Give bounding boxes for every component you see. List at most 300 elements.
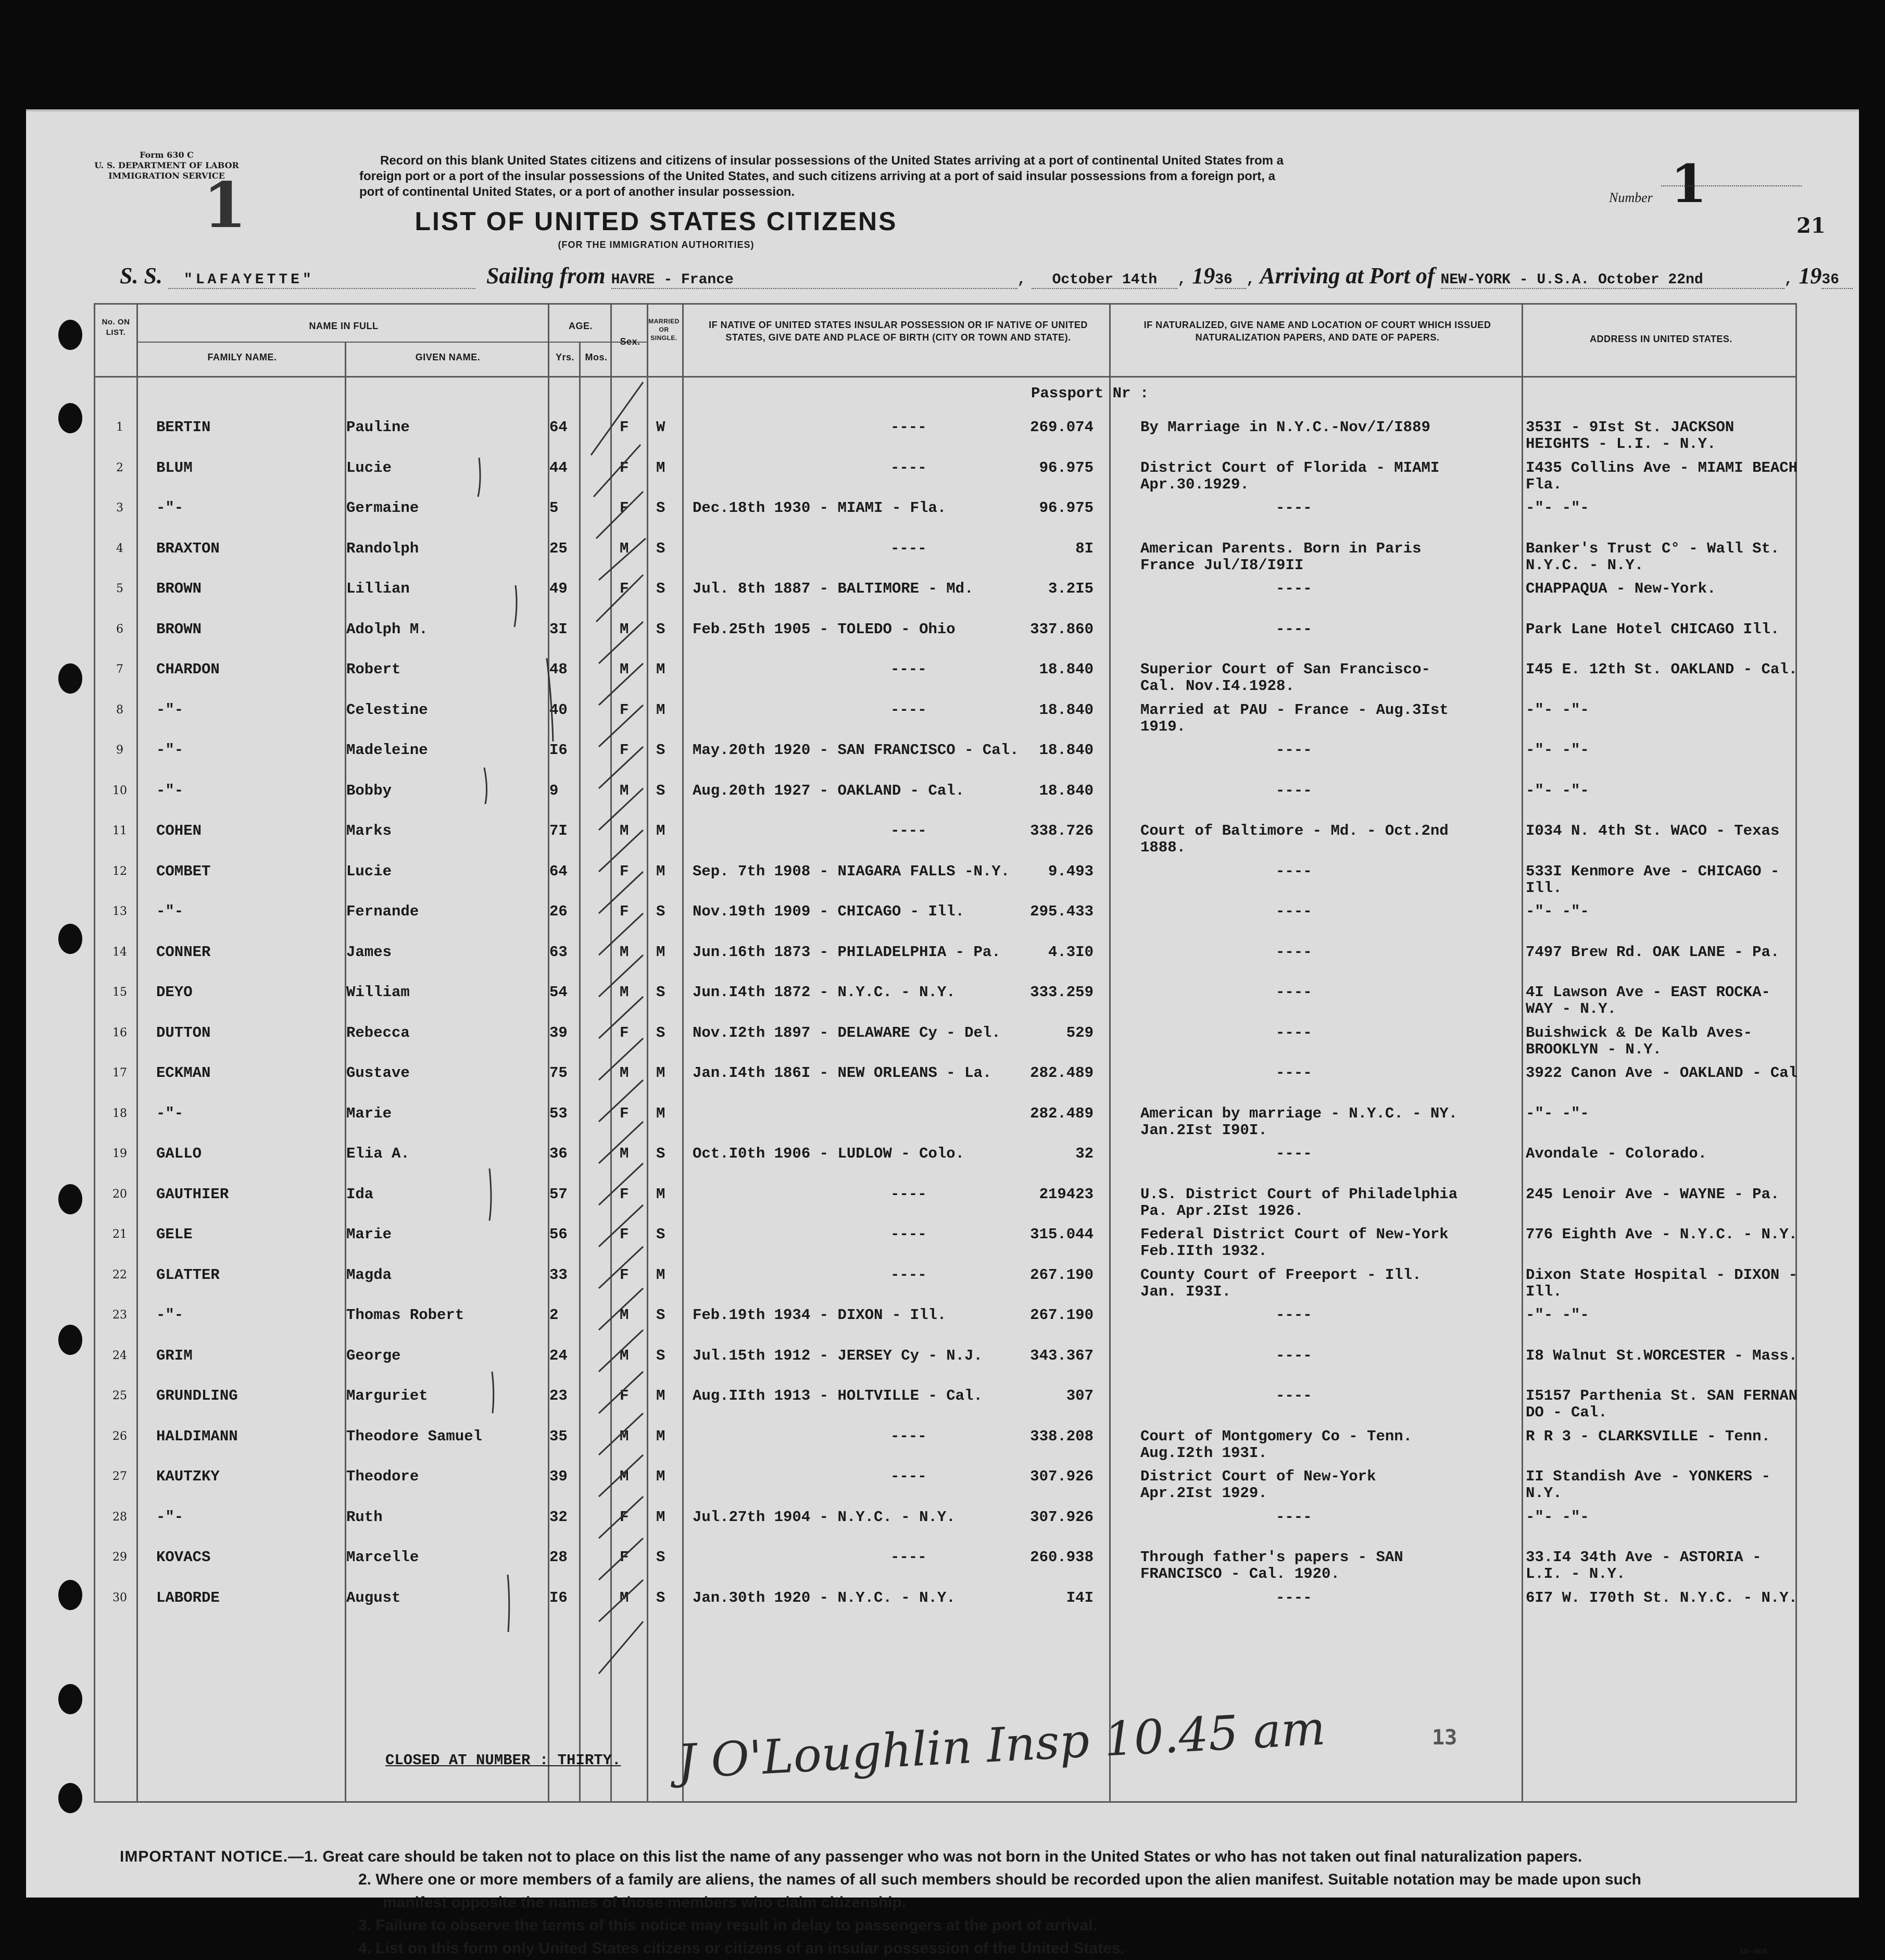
cell-given: Celestine [346,701,428,719]
cell-passport: I4I [1066,1589,1094,1606]
cell-n: 3 [116,501,123,514]
closed-at-number: CLOSED AT NUMBER : THIRTY. [385,1752,621,1769]
cell-addr1: Avondale - Colorado. [1526,1145,1707,1162]
cell-addr1: I8 Walnut St.WORCESTER - Mass. [1526,1347,1798,1364]
notice-item-3: 3. Failure to observe the terms of this notice may result in delay to passengers at the port of arrival. [358,1917,1097,1934]
cell-ms: M [656,1104,665,1122]
cell-ms: S [656,1024,665,1041]
cell-family: GAUTHIER [156,1185,229,1203]
cell-age: 44 [549,459,568,476]
cell-addr1: I5157 Parthenia St. SAN FERNAN [1526,1387,1798,1404]
cell-n: 11 [112,824,127,837]
cell-nat1: ---- [1276,862,1312,880]
cell-family: HALDIMANN [156,1427,238,1445]
cell-nat1: ---- [1276,943,1312,961]
cell-addr2: WAY - N.Y. [1526,1000,1617,1017]
cell-addr1: 7497 Brew Rd. OAK LANE - Pa. [1526,943,1780,961]
cell-birth: ---- [890,459,927,476]
cell-family: BROWN [156,580,202,597]
cell-n: 14 [112,945,127,959]
cell-passport: 18.840 [1039,782,1094,799]
cell-age: 5 [549,499,559,517]
cell-sex: M [620,1347,629,1364]
cell-n: 22 [112,1268,127,1281]
cell-age: 9 [549,782,559,799]
cell-nat1: ---- [1276,1306,1312,1324]
cell-family: -"- [156,1104,184,1122]
cell-given: Bobby [346,782,392,799]
cell-ms: S [656,742,665,759]
cell-nat2: Jan.2Ist I90I. [1140,1121,1267,1139]
cell-nat1: ---- [1276,1589,1312,1606]
cell-passport: 269.074 [1030,419,1094,436]
cell-age: 54 [549,984,568,1001]
cell-sex: F [620,1226,629,1243]
cell-age: 75 [549,1064,568,1082]
cell-addr1: -"- -"- [1526,1104,1589,1122]
footer-code: 14—808 [1739,1947,1767,1955]
cell-age: 25 [549,539,568,557]
number-label: Number [1609,190,1653,205]
cell-n: 16 [112,1026,127,1039]
cell-given: Randolph [346,539,419,557]
cell-nat1: Federal District Court of New-York [1140,1226,1449,1243]
cell-n: 13 [112,905,127,918]
cell-given: Marguriet [346,1387,428,1404]
cell-family: -"- [156,903,184,920]
cell-addr2: N.Y. [1526,1485,1562,1502]
cell-addr1: I034 N. 4th St. WACO - Texas [1526,822,1780,839]
cell-birth: ---- [890,1549,927,1566]
cell-given: Magda [346,1266,392,1284]
cell-passport: 260.938 [1030,1549,1094,1566]
cell-family: DUTTON [156,1024,211,1041]
cell-nat1: By Marriage in N.Y.C.-Nov/I/I889 [1140,419,1430,436]
cell-n: 19 [112,1147,127,1160]
cell-nat1: Court of Baltimore - Md. - Oct.2nd [1140,822,1449,839]
header-naturalized: IF NATURALIZED, GIVE NAME AND LOCATION OF COURT WHICH ISSUED NATURALIZATION PAPERS, AND DATE OF PAPERS. [1143,320,1491,343]
cell-birth: ---- [890,822,927,839]
cell-sex: M [620,1427,629,1445]
cell-sex: M [620,620,629,638]
cell-passport: 343.367 [1030,1347,1094,1364]
cell-birth: ---- [890,419,927,436]
passport-heading: Passport Nr : [1031,385,1149,402]
department-line: U. S. DEPARTMENT OF LABOR [94,160,239,170]
cell-passport: 282.489 [1030,1064,1094,1082]
cell-age: 26 [549,903,568,920]
cell-n: 7 [116,663,123,676]
cell-sex: F [620,1266,629,1284]
cell-family: GLATTER [156,1266,220,1284]
cell-addr1: R R 3 - CLARKSVILLE - Tenn. [1526,1427,1770,1445]
cell-ms: S [656,984,665,1001]
ss-label: S. S. [120,263,162,288]
cell-ms: S [656,580,665,597]
cell-family: BRAXTON [156,539,220,557]
cell-passport: 337.860 [1030,620,1094,638]
cell-n: 1 [116,421,123,434]
cell-n: 8 [116,703,123,717]
cell-passport: 96.975 [1039,459,1094,476]
cell-nat1: Through father's papers - SAN [1140,1549,1403,1566]
cell-ms: M [656,1508,665,1526]
cell-sex: F [620,1185,629,1203]
cell-birth: Aug.20th 1927 - OAKLAND - Cal. [693,782,965,799]
cell-sex: M [620,1306,629,1324]
cell-ms: M [656,701,665,719]
cell-birth: Feb.25th 1905 - TOLEDO - Ohio [693,620,956,638]
cell-birth: Jun.I4th 1872 - N.Y.C. - N.Y. [693,984,956,1001]
cell-sex: F [620,419,629,436]
cell-n: 25 [112,1389,127,1402]
cell-addr2: HEIGHTS - L.I. - N.Y. [1526,435,1716,453]
cell-nat2: FRANCISCO - Cal. 1920. [1140,1565,1340,1582]
cell-ms: M [656,1387,665,1404]
sail-year: 36 [1215,272,1246,289]
cell-sex: M [620,1064,629,1082]
cell-passport: 219423 [1039,1185,1094,1203]
cell-nat2: Aug.I2th 193I. [1140,1444,1267,1462]
cell-birth: ---- [890,1185,927,1203]
cell-passport: 267.190 [1030,1306,1094,1324]
cell-birth: ---- [890,1226,927,1243]
cell-addr1: 776 Eighth Ave - N.Y.C. - N.Y. [1526,1226,1798,1243]
cell-addr2: Ill. [1526,879,1562,897]
cell-addr1: -"- -"- [1526,742,1589,759]
number-value: 1 [1670,153,1707,215]
cell-family: -"- [156,742,184,759]
cell-ms: S [656,539,665,557]
cell-given: Germaine [346,499,419,517]
cell-passport: 338.726 [1030,822,1094,839]
cell-n: 17 [112,1066,127,1079]
cell-age: I6 [549,742,568,759]
cell-family: BLUM [156,459,193,476]
cell-birth: Nov.19th 1909 - CHICAGO - Ill. [693,903,965,920]
cell-n: 23 [112,1309,127,1322]
cell-birth: Feb.19th 1934 - DIXON - Ill. [693,1306,947,1324]
cell-nat1: Court of Montgomery Co - Tenn. [1140,1427,1413,1445]
notice-text-1: Great care should be taken not to place on this list the name of any passenger who was not born in the United States or who has not taken out final naturalization papers. [322,1848,1582,1865]
cell-birth: Jul.15th 1912 - JERSEY Cy - N.J. [693,1347,983,1364]
stamp-number: 13 [1432,1726,1457,1750]
cell-addr1: 533I Kenmore Ave - CHICAGO - [1526,862,1780,880]
cell-sex: M [620,539,629,557]
cell-given: Marie [346,1226,392,1243]
cell-given: August [346,1589,401,1606]
cell-sex: F [620,903,629,920]
cell-addr1: -"- -"- [1526,499,1589,517]
cell-age: 64 [549,862,568,880]
cell-sex: M [620,782,629,799]
cell-n: 21 [112,1228,127,1241]
cell-age: 63 [549,943,568,961]
cell-age: 56 [549,1226,568,1243]
cell-addr1: II Standish Ave - YONKERS - [1526,1468,1770,1485]
cell-nat2: 1919. [1140,718,1186,735]
cell-passport: 307 [1066,1387,1094,1404]
cell-family: -"- [156,1306,184,1324]
cell-passport: 4.3I0 [1048,943,1094,961]
cell-ms: M [656,1064,665,1082]
cell-family: -"- [156,701,184,719]
cell-passport: 18.840 [1039,742,1094,759]
cell-passport: 295.433 [1030,903,1094,920]
cell-sex: F [620,499,629,517]
cell-given: Thomas Robert [346,1306,464,1324]
cell-given: Elia A. [346,1145,410,1162]
cell-family: GRIM [156,1347,193,1364]
cell-given: Marie [346,1104,392,1122]
cell-nat1: ---- [1276,499,1312,517]
cell-addr1: -"- -"- [1526,1508,1589,1526]
cell-sex: F [620,1549,629,1566]
cell-ms: S [656,1549,665,1566]
cell-nat1: American Parents. Born in Paris [1140,539,1422,557]
important-notice [120,1845,1849,1960]
cell-given: Robert [346,661,401,678]
arriving-label: Arriving at Port of [1260,263,1435,288]
cell-nat1: U.S. District Court of Philadelphia [1140,1185,1458,1203]
cell-given: Lucie [346,862,392,880]
cell-nat1: County Court of Freeport - Ill. [1140,1266,1422,1284]
cell-ms: M [656,822,665,839]
cell-nat2: France Jul/I8/I9II [1140,556,1304,574]
cell-addr2: DO - Cal. [1526,1404,1607,1421]
header-mos: Mos. [585,352,608,362]
cell-n: 26 [112,1429,127,1443]
cell-sex: F [620,1508,629,1526]
cell-nat1: District Court of New-York [1140,1468,1376,1485]
cell-family: LABORDE [156,1589,220,1606]
cell-given: Fernande [346,903,419,920]
cell-n: 30 [112,1591,127,1604]
cell-addr1: Banker's Trust C° - Wall St. [1526,539,1780,557]
cell-passport: 282.489 [1030,1104,1094,1122]
cell-passport: 315.044 [1030,1226,1094,1243]
cell-passport: 18.840 [1039,661,1094,678]
header-married: MARRIED OR SINGLE. [648,318,680,342]
cell-birth: Nov.I2th 1897 - DELAWARE Cy - Del. [693,1024,1001,1041]
cell-nat2: Apr.2Ist 1929. [1140,1485,1267,1502]
cell-addr1: 245 Lenoir Ave - WAYNE - Pa. [1526,1185,1780,1203]
notice-item-4: 4. List on this form only United States citizens or citizens of an insular possession of the United States. [358,1940,1125,1957]
cell-birth: ---- [890,701,927,719]
cell-n: 4 [116,542,123,555]
manifest-sheet [26,109,1859,1957]
cell-age: 3I [549,620,568,638]
cell-addr1: 4I Lawson Ave - EAST ROCKA- [1526,984,1770,1001]
cell-addr2: Fla. [1526,475,1562,493]
cell-nat1: ---- [1276,1145,1312,1162]
cell-nat2: Feb.IIth 1932. [1140,1242,1267,1260]
cell-ms: M [656,1266,665,1284]
cell-ms: M [656,1427,665,1445]
year-prefix: 19 [1799,263,1822,288]
cell-family: GALLO [156,1145,202,1162]
cell-nat1: Superior Court of San Francisco- [1140,661,1430,678]
cell-birth: Sep. 7th 1908 - NIAGARA FALLS -N.Y. [693,862,1010,880]
cell-sex: M [620,984,629,1001]
cell-passport: 96.975 [1039,499,1094,517]
notice-item-2: 2. Where one or more members of a family are aliens, the names of all such members should be recorded upon the alien manifest. Suitable notation may be made upon such [358,1871,1641,1888]
header-address: ADDRESS IN UNITED STATES. [1590,334,1732,344]
header-family-name: FAMILY NAME. [207,352,277,362]
cell-addr2: N.Y.C. - N.Y. [1526,556,1644,574]
cell-n: 27 [112,1470,127,1483]
cell-age: 40 [549,701,568,719]
cell-given: Marcelle [346,1549,419,1566]
cell-age: 53 [549,1104,568,1122]
cell-nat1: ---- [1276,782,1312,799]
cell-family: CONNER [156,943,211,961]
cell-birth: Jan.30th 1920 - N.Y.C. - N.Y. [693,1589,956,1606]
cell-n: 15 [112,986,127,999]
cell-sex: M [620,661,629,678]
cell-sex: F [620,742,629,759]
cell-n: 28 [112,1510,127,1524]
cell-ms: S [656,903,665,920]
cell-addr1: 3922 Canon Ave - OAKLAND - Cal [1526,1064,1798,1082]
arrival-port: NEW-YORK - U.S.A. October 22nd [1441,272,1785,289]
cell-birth: Dec.18th 1930 - MIAMI - Fla. [693,499,947,517]
header-native: IF NATIVE OF UNITED STATES INSULAR POSSESSION OR IF NATIVE OF UNITED STATES, GIVE DATE AND PLACE OF BIRTH (CITY OR TOWN AND STATE). [709,320,1088,343]
cell-given: Rebecca [346,1024,410,1041]
cell-ms: S [656,1306,665,1324]
sail-date: October 14th [1032,272,1177,289]
cell-given: Ruth [346,1508,383,1526]
cell-addr1: 353I - 9Ist St. JACKSON [1526,419,1735,436]
cell-birth: ---- [890,1468,927,1485]
header-sex: Sex. [620,336,640,347]
cell-family: CHARDON [156,661,220,678]
cell-passport: 3.2I5 [1048,580,1094,597]
header-no: No. ON LIST. [102,318,130,337]
cell-nat1: ---- [1276,1347,1312,1364]
cell-passport: 529 [1066,1024,1094,1041]
cell-age: 23 [549,1387,568,1404]
cell-n: 29 [112,1551,127,1564]
header-yrs: Yrs. [555,352,575,362]
cell-nat1: ---- [1276,742,1312,759]
cell-passport: 32 [1075,1145,1094,1162]
cell-age: 24 [549,1347,568,1364]
cell-passport: 9.493 [1048,862,1094,880]
cell-n: 10 [112,784,127,797]
cell-given: Pauline [346,419,410,436]
page-mark: 1 [203,169,247,242]
cell-n: 24 [112,1349,127,1362]
cell-passport: 267.190 [1030,1266,1094,1284]
cell-n: 18 [112,1107,127,1120]
cell-sex: M [620,822,629,839]
cell-family: COHEN [156,822,202,839]
cell-age: I6 [549,1589,568,1606]
cell-addr2: BROOKLYN - N.Y. [1526,1040,1662,1058]
cell-nat1: ---- [1276,903,1312,920]
inspector-signature: J O'Loughlin Insp 10.45 am [676,1701,1327,1790]
cell-sex: F [620,1104,629,1122]
cell-given: Gustave [346,1064,410,1082]
cell-family: -"- [156,499,184,517]
cell-addr1: 6I7 W. I70th St. N.Y.C. - N.Y. [1526,1589,1798,1606]
cell-sex: F [620,701,629,719]
sailing-label: Sailing from [486,263,606,288]
cell-sex: M [620,943,629,961]
cell-birth: May.20th 1920 - SAN FRANCISCO - Cal. [693,742,1019,759]
cell-n: 2 [116,461,123,474]
cell-nat2: Jan. I93I. [1140,1283,1231,1300]
cell-age: 36 [549,1145,568,1162]
cell-birth: Jun.16th 1873 - PHILADELPHIA - Pa. [693,943,1001,961]
cell-birth: Aug.IIth 1913 - HOLTVILLE - Cal. [693,1387,983,1404]
cell-sex: M [620,1145,629,1162]
cell-nat1: Married at PAU - France - Aug.3Ist [1140,701,1449,719]
cell-age: 39 [549,1024,568,1041]
cell-age: 7I [549,822,568,839]
cell-family: -"- [156,782,184,799]
cell-nat1: District Court of Florida - MIAMI [1140,459,1440,476]
cell-ms: S [656,1347,665,1364]
cell-given: Madeleine [346,742,428,759]
cell-ms: M [656,1468,665,1485]
cell-family: GRUNDLING [156,1387,238,1404]
header-age: AGE. [568,321,593,331]
cell-passport: 18.840 [1039,701,1094,719]
cell-addr1: CHAPPAQUA - New-York. [1526,580,1716,597]
cell-nat1: ---- [1276,620,1312,638]
cell-family: BERTIN [156,419,211,436]
cell-addr1: I435 Collins Ave - MIAMI BEACH [1526,459,1798,476]
cell-birth: Jul. 8th 1887 - BALTIMORE - Md. [693,580,974,597]
cell-addr2: Ill. [1526,1283,1562,1300]
intro-line: Record on this blank United States citizens and citizens of insular possessions of the United States arriving at a port of continental United States from a [380,154,1284,168]
cell-n: 5 [116,582,123,595]
cell-addr1: I45 E. 12th St. OAKLAND - Cal. [1526,661,1798,678]
from-port: HAVRE - France [611,272,1017,289]
cell-ms: S [656,1145,665,1162]
cell-addr1: -"- -"- [1526,701,1589,719]
cell-nat2: 1888. [1140,839,1186,856]
cell-family: DEYO [156,984,193,1001]
document-subtitle: (FOR THE IMMIGRATION AUTHORITIES) [558,240,755,250]
cell-n: 20 [112,1187,127,1201]
cell-age: 35 [549,1427,568,1445]
cell-age: 33 [549,1266,568,1284]
cell-addr1: Buishwick & De Kalb Aves- [1526,1024,1753,1041]
cell-ms: M [656,459,665,476]
cell-nat2: Apr.30.1929. [1140,475,1249,493]
cell-nat1: American by marriage - N.Y.C. - NY. [1140,1104,1458,1122]
cell-ms: S [656,620,665,638]
cell-nat1: ---- [1276,1024,1312,1041]
cell-passport: 8I [1075,539,1094,557]
cell-family: BROWN [156,620,202,638]
document-title: LIST OF UNITED STATES CITIZENS [414,207,898,236]
cell-sex: F [620,580,629,597]
cell-n: 9 [116,744,123,757]
cell-given: James [346,943,392,961]
cell-n: 12 [112,864,127,878]
cell-addr1: -"- -"- [1526,1306,1589,1324]
cell-ms: S [656,499,665,517]
cell-ms: M [656,661,665,678]
cell-family: KAUTZKY [156,1468,220,1485]
cell-given: William [346,984,410,1001]
cell-sex: F [620,1024,629,1041]
cell-given: Theodore [346,1468,419,1485]
